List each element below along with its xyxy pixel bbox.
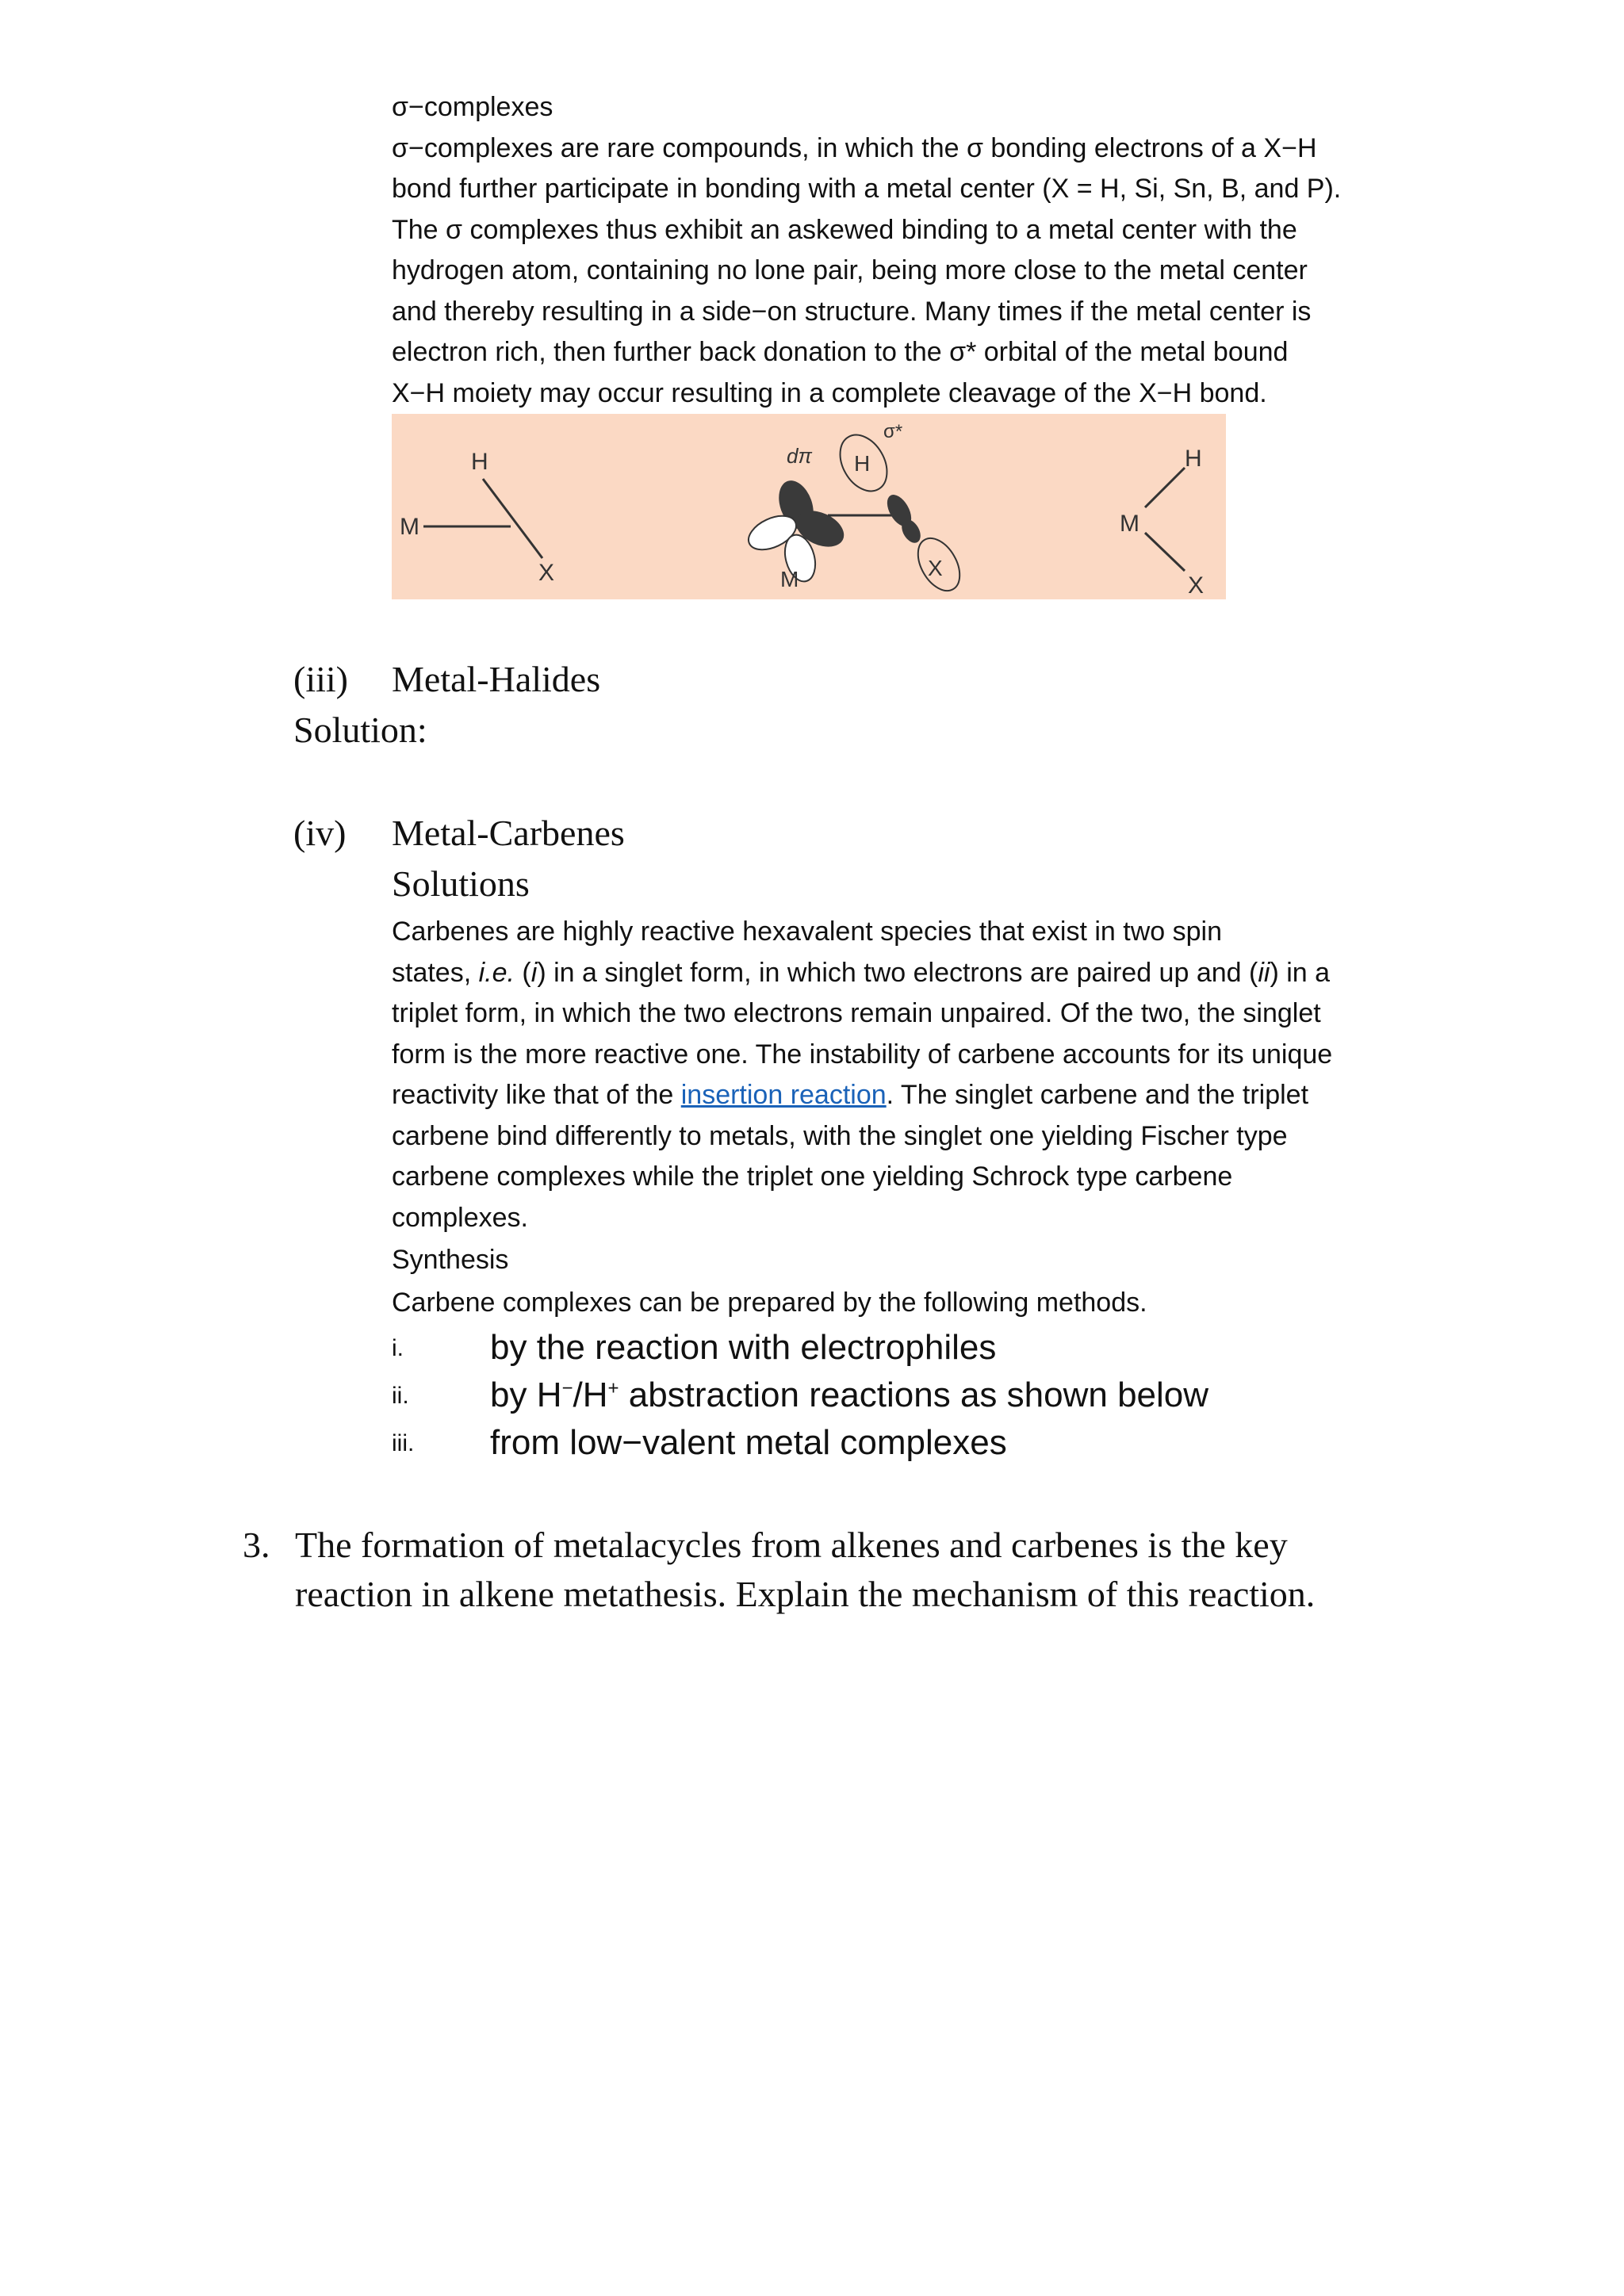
section-iii-solution: Solution:: [293, 710, 427, 750]
carbenes-paragraph: [392, 912, 1391, 1323]
diagram-h2-label: H: [854, 451, 871, 476]
carbene-line-4: form is the more reactive one. The instability of carbene accounts for its unique: [392, 1039, 1333, 1070]
section-iv-solution: Solutions: [392, 863, 530, 904]
m-h-bond-line-3: [1145, 468, 1185, 507]
h-x-bond-line: [483, 479, 542, 558]
diagram-m2-label: M: [780, 567, 799, 591]
section-iv-heading: [293, 809, 625, 858]
sigma-line-5: and thereby resulting in a side−on structure. Many times if the metal center is: [392, 296, 1312, 327]
method-2-text: by H−/H+ abstraction reactions as shown below: [490, 1376, 1209, 1414]
sigma-line-4: hydrogen atom, containing no lone pair, being more close to the metal center: [392, 255, 1308, 285]
section-iv-numeral: (iv): [293, 813, 347, 853]
sigma-heading: σ−complexes: [392, 92, 553, 122]
method-3-text: from low−valent metal complexes: [490, 1423, 1007, 1462]
question-3-number: 3.: [243, 1525, 270, 1565]
synthesis-intro: Carbene complexes can be prepared by the following methods.: [392, 1287, 1147, 1318]
question-3-line-1: The formation of metalacycles from alkenes and carbenes is the key: [295, 1525, 1288, 1565]
diagram-m1-label: M: [400, 514, 419, 540]
section-iii-numeral: (iii): [293, 659, 348, 699]
carbene-line-1: Carbenes are highly reactive hexavalent species that exist in two spin: [392, 916, 1223, 947]
diagram-x3-label: X: [1188, 572, 1205, 599]
question-3-line-2: reaction in alkene metathesis. Explain the mechanism of this reaction.: [295, 1574, 1316, 1614]
carbene-line-7: carbene complexes while the triplet one yielding Schrock type carbene: [392, 1161, 1233, 1192]
diagram-x2-label: X: [928, 556, 943, 580]
diagram-h1-label: H: [471, 449, 488, 475]
sigma-line-6: electron rich, then further back donation to the σ* orbital of the metal bound: [392, 337, 1289, 367]
sigma-complex-diagram: [392, 414, 1226, 599]
method-2-number: ii.: [392, 1383, 409, 1409]
method-item-1: [392, 1324, 1423, 1372]
diagram-m3-label: M: [1120, 511, 1139, 537]
sigma-line-3: The σ complexes thus exhibit an askewed binding to a metal center with the: [392, 214, 1297, 245]
method-item-3: [392, 1419, 1423, 1467]
method-item-2: [392, 1372, 1423, 1419]
synthesis-methods-list: [392, 1324, 1423, 1467]
sigma-line-2: bond further participate in bonding with a metal center (X = H, Si, Sn, B, and P).: [392, 174, 1342, 204]
sigma-star-orbital: [830, 427, 968, 598]
sigma-line-1: σ−complexes are rare compounds, in which the σ bonding electrons of a X−H: [392, 132, 1317, 163]
sigma-line-7: X−H moiety may occur resulting in a complete cleavage of the X−H bond.: [392, 377, 1267, 408]
diagram-x1-label: X: [538, 560, 555, 586]
sigma-complexes-section: [392, 87, 1391, 414]
method-3-number: iii.: [392, 1430, 415, 1456]
section-iii-title: Metal-Halides: [392, 659, 601, 699]
carbene-line-3: triplet form, in which the two electrons remain unpaired. Of the two, the singlet: [392, 998, 1321, 1028]
carbene-line-2: states, i.e. (i) in a singlet form, in which two electrons are paired up and (ii) in a: [392, 957, 1331, 988]
method-1-text: by the reaction with electrophiles: [490, 1328, 997, 1367]
carbene-line-6: carbene bind differently to metals, with the singlet one yielding Fischer type: [392, 1120, 1288, 1151]
carbene-line-5: reactivity like that of the insertion reaction. The singlet carbene and the triplet: [392, 1080, 1309, 1110]
insertion-reaction-link[interactable]: insertion reaction: [680, 1080, 887, 1110]
section-iii-heading: [293, 655, 600, 704]
diagram-sigma-star-label: σ*: [883, 421, 903, 442]
diagram-h3-label: H: [1185, 446, 1202, 472]
method-1-number: i.: [392, 1335, 404, 1361]
synthesis-heading: Synthesis: [392, 1245, 509, 1275]
diagram-dpi-label: dπ: [787, 444, 812, 468]
m-x-bond-line-3: [1145, 533, 1185, 571]
section-iv-title: Metal-Carbenes: [392, 813, 625, 853]
carbene-line-8: complexes.: [392, 1202, 528, 1233]
question-3-text: [295, 1521, 1595, 1619]
